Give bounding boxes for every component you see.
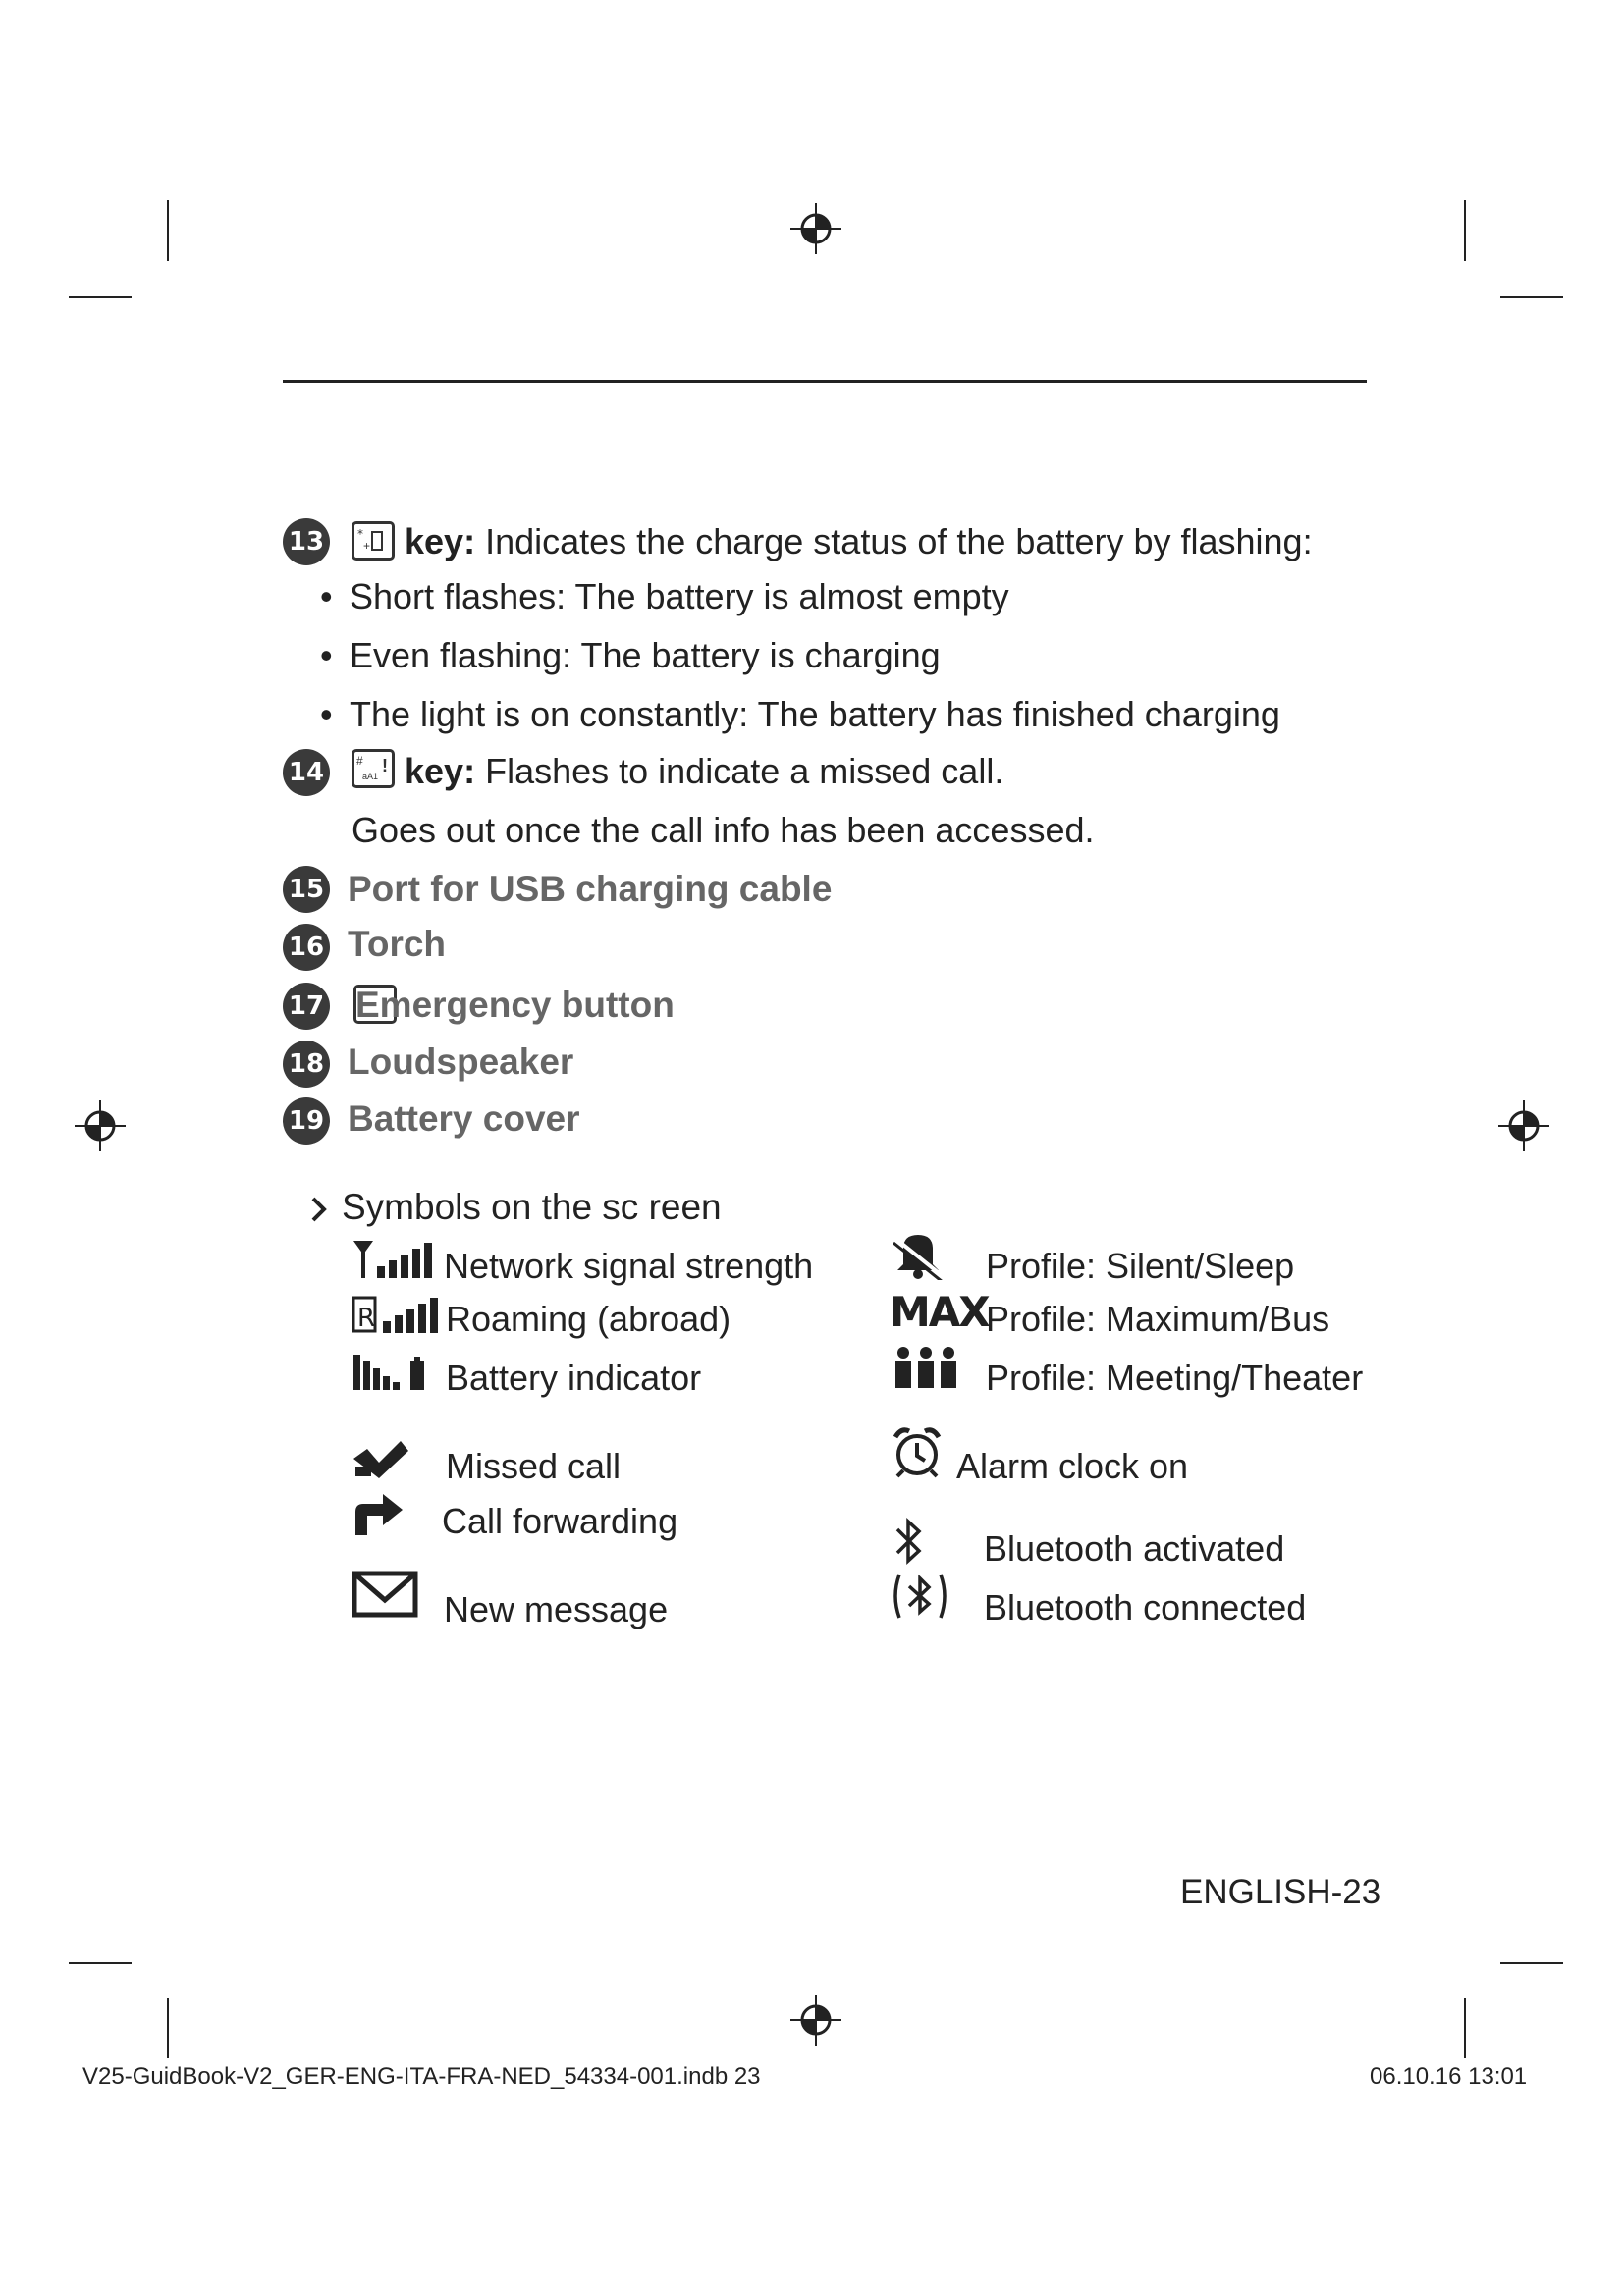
item-18-text: Loudspeaker xyxy=(348,1041,574,1082)
item-number-13: 13 xyxy=(283,518,330,565)
alarm-clock-icon xyxy=(892,1425,943,1478)
item-number-16: 16 xyxy=(283,924,330,971)
item-14-line xyxy=(405,750,1003,793)
item-number-15: 15 xyxy=(283,866,330,913)
crop-mark xyxy=(167,200,169,261)
envelope-icon xyxy=(352,1571,418,1618)
item-17-text: Emergency button xyxy=(355,985,675,1025)
item-number-14: 14 xyxy=(283,749,330,796)
registration-mark-icon xyxy=(790,1995,841,2046)
svg-text:!: ! xyxy=(382,756,388,775)
symbols-heading: Symbols on the sc reen xyxy=(342,1187,722,1227)
crop-mark xyxy=(69,296,132,298)
network-signal-icon xyxy=(352,1239,436,1280)
item-number-19: 19 xyxy=(283,1097,330,1145)
key-label: key: xyxy=(405,521,476,561)
bullet: • xyxy=(320,694,333,734)
symbol-label: Profile: Meeting/Theater xyxy=(986,1358,1364,1398)
registration-mark-icon xyxy=(1498,1100,1549,1151)
symbol-label: Network signal strength xyxy=(444,1246,814,1286)
crop-mark xyxy=(69,1962,132,1964)
footer-file-info: V25-GuidBook-V2_GER-ENG-ITA-FRA-NED_54334-001.indb 23 xyxy=(82,2063,761,2090)
battery-indicator-icon xyxy=(352,1353,434,1392)
svg-text:+: + xyxy=(363,539,371,553)
symbol-label: New message xyxy=(444,1589,669,1629)
symbol-label: Bluetooth connected xyxy=(984,1587,1307,1628)
crop-mark xyxy=(167,1998,169,2058)
item-19-text: Battery cover xyxy=(348,1098,580,1139)
registration-mark-icon xyxy=(75,1100,126,1151)
crop-mark xyxy=(1500,1962,1563,1964)
roaming-icon xyxy=(352,1294,440,1335)
item-number-18: 18 xyxy=(283,1041,330,1088)
chevron-right-icon xyxy=(310,1196,328,1223)
symbol-label: Bluetooth activated xyxy=(984,1528,1285,1569)
bullet-text: Short flashes: The battery is almost empty xyxy=(350,576,1009,616)
bullet: • xyxy=(320,635,333,675)
missed-call-key-icon xyxy=(352,749,395,788)
svg-text:#: # xyxy=(356,754,363,768)
crop-mark xyxy=(1464,1998,1466,2058)
missed-call-icon xyxy=(352,1437,412,1480)
bluetooth-icon xyxy=(893,1516,925,1567)
symbol-label: Profile: Silent/Sleep xyxy=(986,1246,1295,1286)
silent-bell-icon xyxy=(892,1229,945,1280)
symbol-label: Alarm clock on xyxy=(956,1446,1189,1486)
max-icon: MAX xyxy=(890,1288,989,1336)
item-number-17: 17 xyxy=(283,983,330,1030)
svg-text:*: * xyxy=(357,527,363,541)
item-14-text: Flashes to indicate a missed call. xyxy=(485,751,1004,791)
page-label: ENGLISH-23 xyxy=(1180,1873,1381,1911)
crop-mark xyxy=(1500,296,1563,298)
item-14-continuation: Goes out once the call info has been accessed. xyxy=(352,810,1095,850)
key-label: key: xyxy=(405,751,476,791)
bullet-text: The light is on constantly: The battery has finished charging xyxy=(350,694,1280,734)
svg-text:R: R xyxy=(357,1304,376,1333)
item-16-text: Torch xyxy=(348,924,447,964)
bluetooth-connected-icon xyxy=(890,1571,950,1622)
item-13-line xyxy=(405,520,1313,563)
symbol-label: Call forwarding xyxy=(442,1501,678,1541)
bullet: • xyxy=(320,576,333,616)
registration-mark-icon xyxy=(790,203,841,254)
item-13-text: Indicates the charge status of the battery by flashing: xyxy=(485,521,1313,561)
item-15-text: Port for USB charging cable xyxy=(348,869,833,909)
header-rule xyxy=(283,380,1367,383)
crop-mark xyxy=(1464,200,1466,261)
symbol-label: Profile: Maximum/Bus xyxy=(986,1299,1330,1339)
battery-key-icon xyxy=(352,521,395,561)
symbol-label: Missed call xyxy=(446,1446,622,1486)
call-forwarding-icon xyxy=(352,1488,405,1537)
footer-date-time: 06.10.16 13:01 xyxy=(1370,2063,1528,2090)
meeting-people-icon xyxy=(892,1345,960,1390)
symbol-label: Roaming (abroad) xyxy=(446,1299,731,1339)
symbol-label: Battery indicator xyxy=(446,1358,702,1398)
bullet-text: Even flashing: The battery is charging xyxy=(350,635,941,675)
svg-text:aA1: aA1 xyxy=(362,772,379,781)
